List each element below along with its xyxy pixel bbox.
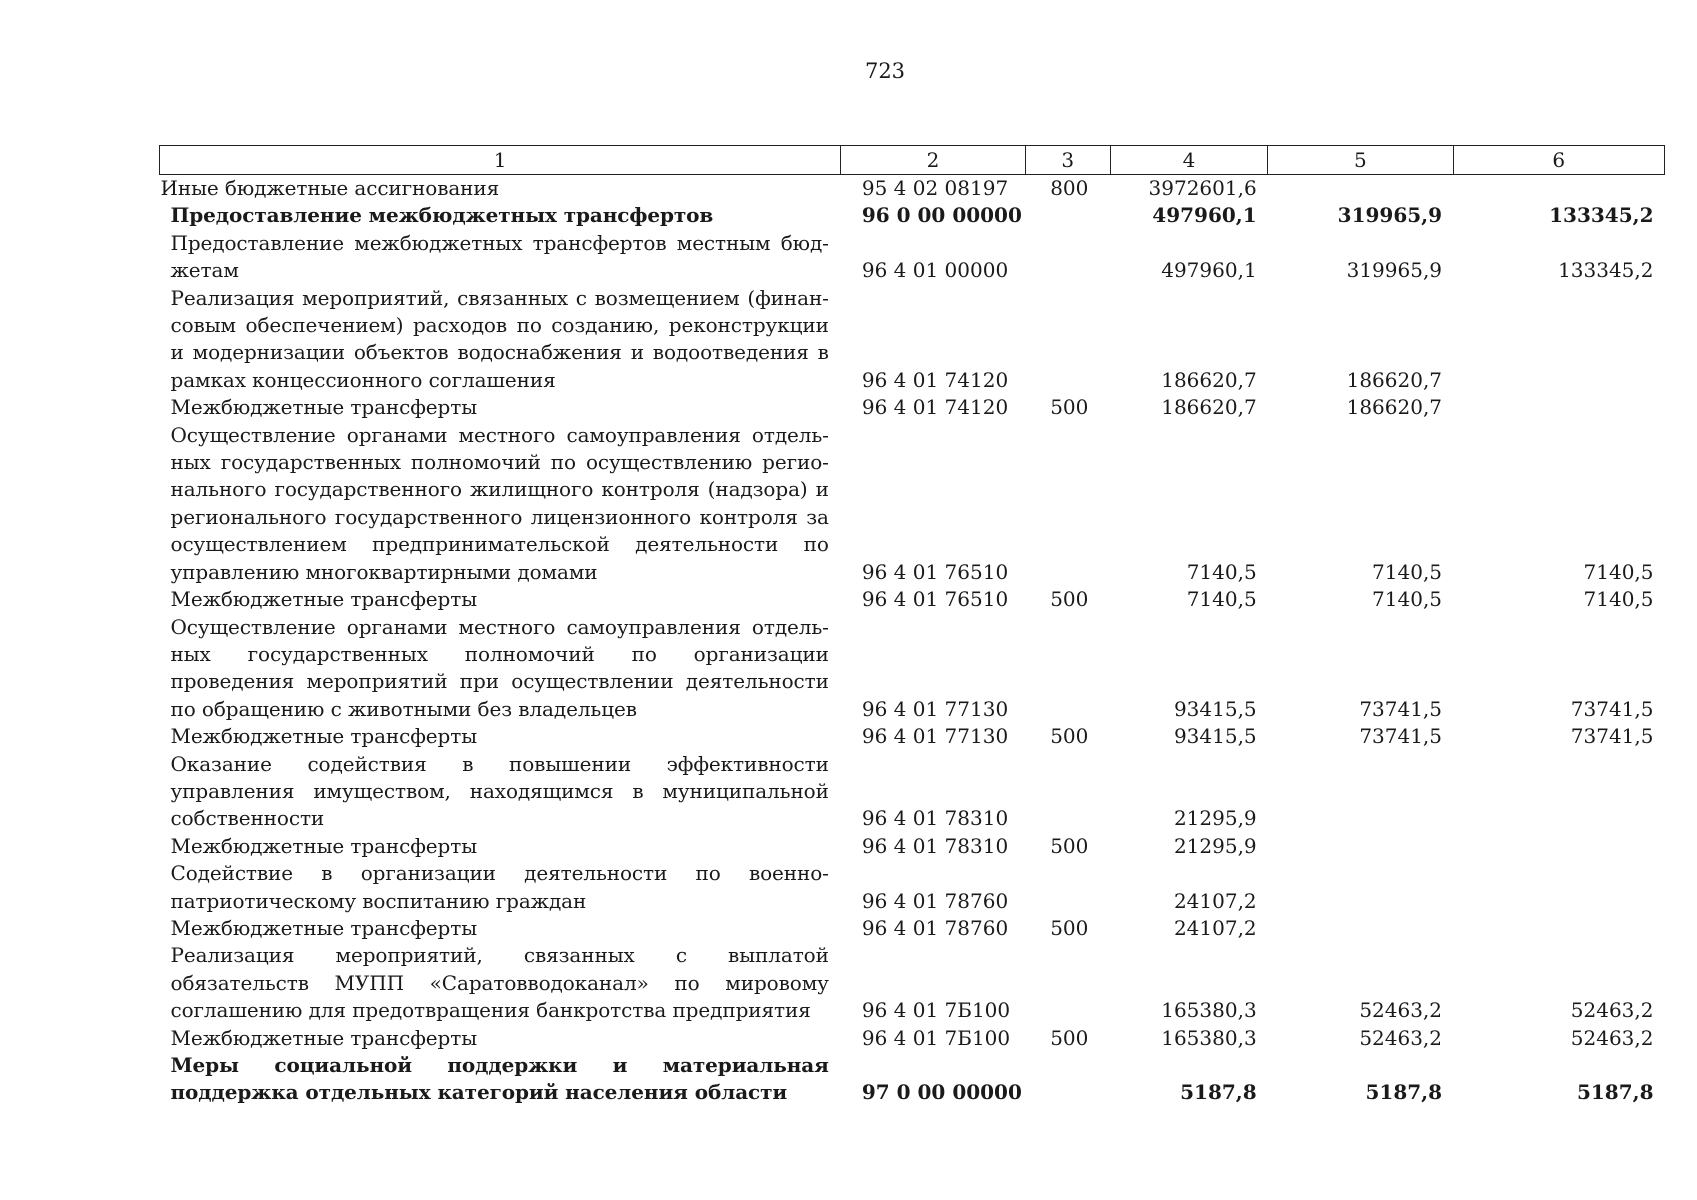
row-value-col4: 5187,8 <box>1180 1080 1257 1105</box>
row-expense-type: 500 <box>1050 395 1089 420</box>
row-value-col6: 52463,2 <box>1570 998 1654 1023</box>
column-header-2: 2 <box>841 146 1025 175</box>
column-header-6: 6 <box>1453 146 1664 175</box>
row-code: 96 4 01 78310 <box>861 806 1009 831</box>
row-value-col6 <box>1453 915 1664 942</box>
row-value-col5: 7140,5 <box>1372 587 1443 612</box>
row-expense-type: 500 <box>1050 1025 1089 1050</box>
row-name: Меры социальной поддержки и материальная поддержка отдельных категорий населения области <box>170 1053 829 1105</box>
row-value-col5: 5187,8 <box>1365 1080 1443 1105</box>
table-header <box>160 146 1665 175</box>
row-value-col4: 21295,9 <box>1173 833 1257 858</box>
row-value-col6 <box>1453 860 1664 915</box>
row-name: Осуществление органами местного самоуправления отдель-ных государственных полномочий по осуществлению регио-нального государственного жилищного контроля (надзора) и регионального государственного лицензионного контроля за осуществлением предпринимательской деятельности по управлению многоквартирными домами <box>170 422 829 584</box>
row-expense-type <box>1025 860 1110 915</box>
row-name: Межбюджетные трансферты <box>170 833 478 858</box>
row-value-col4: 186620,7 <box>1161 367 1257 392</box>
row-value-col6 <box>1453 751 1664 833</box>
header-row <box>160 146 1665 175</box>
row-value-col6: 52463,2 <box>1570 1025 1654 1050</box>
row-value-col4: 21295,9 <box>1173 806 1257 831</box>
table-row <box>160 723 1665 750</box>
row-name: Межбюджетные трансферты <box>170 587 478 612</box>
row-value-col6 <box>1453 175 1664 203</box>
row-value-col4: 93415,5 <box>1173 724 1257 749</box>
table-row <box>160 175 1665 203</box>
table-row <box>160 915 1665 942</box>
row-expense-type <box>1025 285 1110 395</box>
row-value-col5 <box>1268 915 1453 942</box>
row-value-col4: 24107,2 <box>1173 888 1257 913</box>
row-value-col5: 186620,7 <box>1346 395 1443 420</box>
column-header-1: 1 <box>160 146 841 175</box>
row-code: 97 0 00 00000 <box>861 1080 1022 1105</box>
row-expense-type <box>1025 614 1110 724</box>
row-value-col6: 133345,2 <box>1558 258 1654 283</box>
row-expense-type: 500 <box>1050 833 1089 858</box>
row-value-col5: 52463,2 <box>1359 1025 1443 1050</box>
row-name: Осуществление органами местного самоуправления отдель-ных государственных полномочий по организации проведения мероприятий при осуществлении деятельности по обращению с животными без владельцев <box>170 614 829 721</box>
row-code: 96 4 01 76510 <box>861 559 1009 584</box>
row-value-col6: 7140,5 <box>1583 559 1654 584</box>
row-expense-type: 500 <box>1050 587 1089 612</box>
row-expense-type <box>1025 751 1110 833</box>
table-row <box>160 751 1665 833</box>
row-value-col5 <box>1268 175 1453 203</box>
row-value-col5: 319965,9 <box>1346 258 1443 283</box>
table-row <box>160 422 1665 586</box>
table-row <box>160 202 1665 229</box>
table-body <box>160 175 1665 1107</box>
table-row <box>160 833 1665 860</box>
row-value-col4: 93415,5 <box>1173 696 1257 721</box>
row-value-col6: 73741,5 <box>1570 696 1654 721</box>
row-name: Межбюджетные трансферты <box>170 915 478 940</box>
row-name: Предоставление межбюджетных трансфертов местным бюд-жетам <box>170 230 829 283</box>
row-name: Оказание содействия в повышении эффективности управления имуществом, находящимся в муниципальной собственности <box>170 751 829 831</box>
row-name: Межбюджетные трансферты <box>170 724 478 749</box>
row-value-col6 <box>1453 285 1664 395</box>
row-value-col6: 5187,8 <box>1576 1080 1654 1105</box>
row-expense-type: 800 <box>1050 176 1089 200</box>
row-code: 96 4 01 78310 <box>861 833 1009 858</box>
row-value-col6 <box>1453 394 1664 421</box>
row-value-col6: 73741,5 <box>1570 724 1654 749</box>
table-row <box>160 1025 1665 1052</box>
row-value-col5: 52463,2 <box>1359 998 1443 1023</box>
row-expense-type <box>1025 942 1110 1024</box>
row-expense-type: 500 <box>1050 724 1089 749</box>
row-name: Предоставление межбюджетных трансфертов <box>170 203 714 228</box>
row-code: 96 4 01 76510 <box>861 587 1009 612</box>
table-row <box>160 942 1665 1024</box>
table-row <box>160 860 1665 915</box>
row-name: Реализация мероприятий, связанных с выплатой обязательств МУПП «Саратовводоканал» по мировому соглашению для предотвращения банкротства предприятия <box>170 943 829 1023</box>
table-row <box>160 285 1665 395</box>
row-expense-type: 500 <box>1050 915 1089 940</box>
row-value-col4: 3972601,6 <box>1148 176 1257 200</box>
row-code: 96 4 01 7Б100 <box>861 998 1011 1023</box>
row-expense-type <box>1025 230 1110 285</box>
row-value-col4: 497960,1 <box>1152 203 1257 228</box>
table-row <box>160 1052 1665 1107</box>
row-code: 96 4 01 74120 <box>861 395 1009 420</box>
row-expense-type <box>1025 422 1110 586</box>
budget-table <box>159 145 1665 1107</box>
row-value-col4: 165380,3 <box>1161 998 1257 1023</box>
row-code: 95 4 02 08197 <box>861 176 1009 200</box>
column-header-5: 5 <box>1268 146 1453 175</box>
row-code: 96 4 01 74120 <box>861 367 1009 392</box>
row-value-col4: 497960,1 <box>1161 258 1257 283</box>
row-name: Содействие в организации деятельности по военно-патриотическому воспитанию граждан <box>170 861 829 913</box>
row-value-col5 <box>1268 860 1453 915</box>
row-name: Межбюджетные трансферты <box>170 395 478 420</box>
row-value-col5 <box>1268 833 1453 860</box>
row-value-col5: 186620,7 <box>1346 367 1443 392</box>
row-code: 96 4 01 78760 <box>861 915 1009 940</box>
row-value-col6 <box>1453 833 1664 860</box>
row-value-col4: 7140,5 <box>1186 587 1257 612</box>
row-name: Межбюджетные трансферты <box>170 1025 478 1050</box>
row-value-col4: 186620,7 <box>1161 395 1257 420</box>
row-code: 96 4 01 00000 <box>861 258 1009 283</box>
row-value-col5: 7140,5 <box>1372 559 1443 584</box>
table-row <box>160 614 1665 724</box>
row-value-col5: 319965,9 <box>1337 203 1443 228</box>
row-expense-type <box>1025 202 1110 229</box>
row-code: 96 0 00 00000 <box>861 203 1022 228</box>
column-header-4: 4 <box>1110 146 1267 175</box>
row-value-col4: 24107,2 <box>1173 915 1257 940</box>
row-value-col5: 73741,5 <box>1359 724 1443 749</box>
row-name: Реализация мероприятий, связанных с возмещением (финан-совым обеспечением) расходов по созданию, реконструкции и модернизации объектов водоснабжения и водоотведения в рамках концессионного соглашения <box>170 285 829 392</box>
row-value-col5: 73741,5 <box>1359 696 1443 721</box>
row-value-col6: 7140,5 <box>1583 587 1654 612</box>
row-value-col4: 165380,3 <box>1161 1025 1257 1050</box>
row-code: 96 4 01 78760 <box>861 888 1009 913</box>
row-value-col6: 133345,2 <box>1549 203 1654 228</box>
row-code: 96 4 01 77130 <box>861 696 1009 721</box>
table-row <box>160 394 1665 421</box>
row-name: Иные бюджетные ассигнования <box>160 176 500 200</box>
row-value-col5 <box>1268 751 1453 833</box>
row-code: 96 4 01 77130 <box>861 724 1009 749</box>
column-header-3: 3 <box>1025 146 1110 175</box>
row-code: 96 4 01 7Б100 <box>861 1025 1011 1050</box>
page-number: 723 <box>864 59 906 83</box>
row-expense-type <box>1025 1052 1110 1107</box>
table-row <box>160 586 1665 613</box>
table-row <box>160 230 1665 285</box>
row-value-col4: 7140,5 <box>1186 559 1257 584</box>
